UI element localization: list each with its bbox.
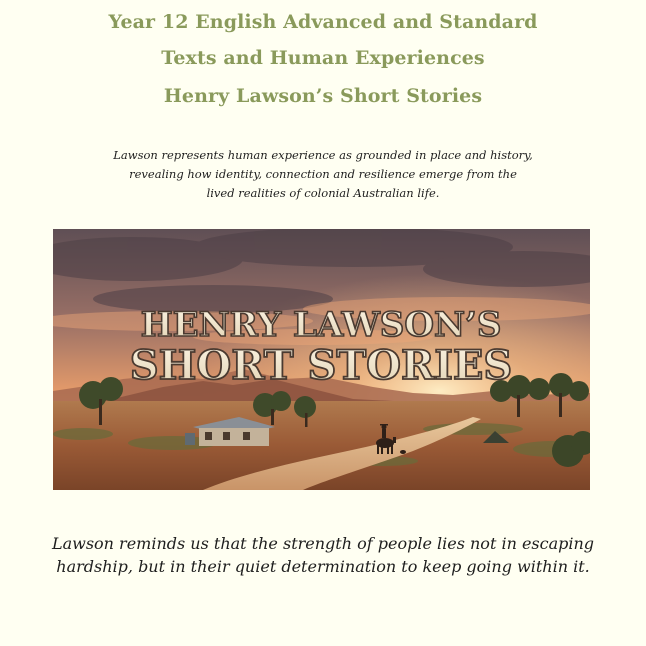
text-title: Henry Lawson’s Short Stories <box>163 85 483 107</box>
outback-banner-image <box>53 229 590 490</box>
module-title: Texts and Human Experiences <box>161 47 485 69</box>
closing-line-2: hardship, but in their quiet determination to keep going within it. <box>56 557 590 576</box>
closing-line-1: Lawson reminds us that the strength of people lies not in escaping <box>51 534 595 553</box>
intro-paragraph <box>90 146 556 203</box>
course-title: Year 12 English Advanced and Standard <box>108 11 538 33</box>
banner-title-line-1: HENRY LAWSON’S <box>140 305 502 345</box>
closing-statement <box>40 532 606 578</box>
intro-line-2: revealing how identity, connection and resilience emerge from the <box>129 167 517 181</box>
banner-title-line-2: SHORT STORIES <box>129 342 513 389</box>
outback-scene-illustration <box>53 229 590 490</box>
intro-line-1: Lawson represents human experience as grounded in place and history, <box>113 148 533 162</box>
intro-line-3: lived realities of colonial Australian life. <box>206 186 440 200</box>
